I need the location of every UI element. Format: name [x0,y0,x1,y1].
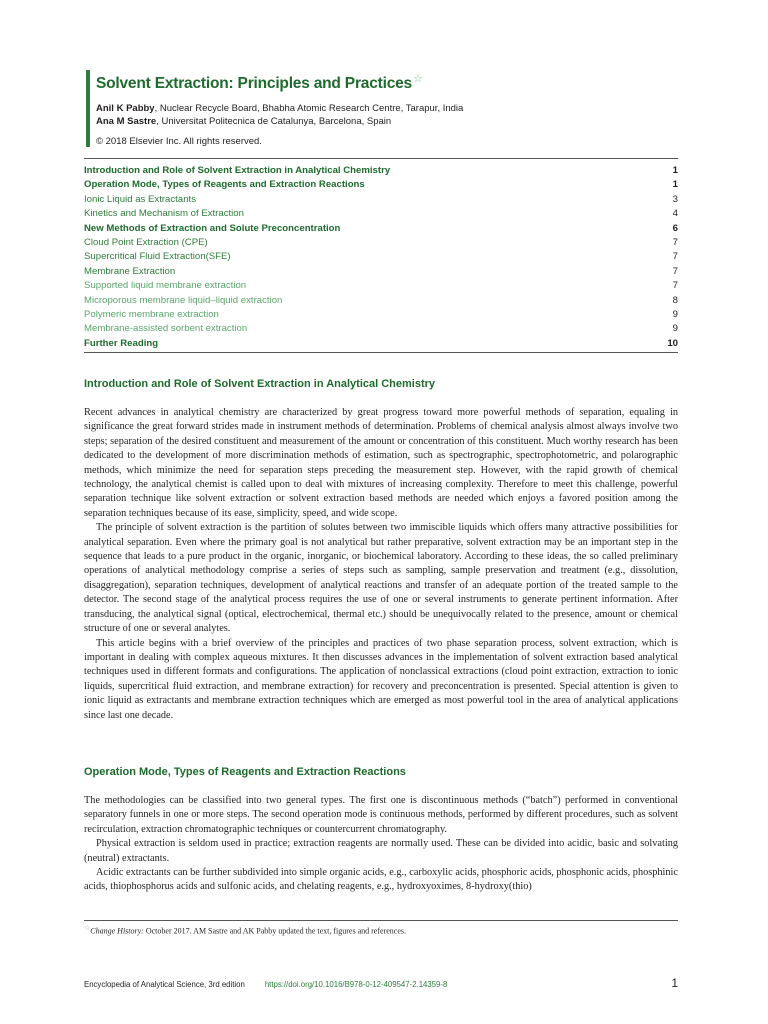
toc-entry-label[interactable]: Microporous membrane liquid–liquid extraction [84,294,283,306]
toc-entry[interactable] [84,164,678,178]
toc-entry[interactable] [84,294,678,308]
toc-entry-page: 8 [672,294,678,306]
article-header [86,70,686,147]
toc-entry[interactable] [84,193,678,207]
toc-entry-label[interactable]: Cloud Point Extraction (CPE) [84,236,208,248]
footnote-label: Change History: [90,926,144,936]
toc-entry-page: 3 [672,193,678,205]
toc-entry-label[interactable]: Supercritical Fluid Extraction(SFE) [84,251,231,263]
toc-entry[interactable] [84,178,678,192]
paragraph: The methodologies can be classified into two general types. The first one is discontinuous methods (“batch”) performed in conventional separatory funnels in one or more steps. The second operation mode is continuous methods, performed by different procedures, such as solvent recirculation, extraction chromatographic techniques or countercurrent chromatography. [84,795,678,835]
toc-entry[interactable] [84,207,678,221]
author-list [96,102,686,128]
author-affiliation: , Nuclear Recycle Board, Bhabha Atomic Research Centre, Tarapur, India [154,103,464,115]
paragraph: The principle of solvent extraction is the partition of solutes between two immiscible liquids which offers many attractive possibilities for analytical separation. Even where the primary goal is not analytical but rather preparative, solvent extraction may be an important step in the sequence that leads to a pure product in the organic, inorganic, or biochemical laboratory. According to these ideas, the so called preliminary operations of analytical methodology comprise a series of steps such as sampling, sample preservation and treatment (e.g., dissolution, disaggregation), separation techniques, development of analytical reactions and transfer of an adequate portion of the treated sample to the detector. The second stage of the analytical process requires the use of one or several instruments to generate pertinent information. After transducing, the analytical signal (optical, electrochemical, thermal etc.) should be unequivocally related to the presence, amount or chemical structure of one or several analytes. [84,522,678,635]
toc-entry-label[interactable]: Polymeric membrane extraction [84,308,219,320]
toc-entry[interactable] [84,265,678,279]
author-name: Ana M Sastre [96,116,157,128]
copyright-notice: © 2018 Elsevier Inc. All rights reserved. [96,136,262,148]
toc-entry-page: 6 [672,222,678,234]
footnote-text: October 2017. AM Sastre and AK Pabby updated the text, figures and references. [143,926,406,936]
toc-entry[interactable] [84,250,678,264]
toc-entry-label[interactable]: New Methods of Extraction and Solute Preconcentration [84,222,341,234]
section-body-introduction [84,406,678,723]
author-line [96,115,686,128]
toc-entry[interactable] [84,308,678,322]
toc-entry-label[interactable]: Membrane Extraction [84,265,176,277]
paragraph: This article begins with a brief overview of the principles and practices of two phase separation process, solvent extraction, which is important in dealing with complex aqueous mixtures. It then discusses advances in the implementation of solvent extraction based analytical techniques used in different formats and configurations. The application of nonclassical extractions (cloud point extraction, extraction to ionic liquids, supercritical fluid extraction, and membrane extraction) for recovery and preconcentration is presented. Special attention is given to ionic liquid as extractants and membrane extraction techniques which are emerged as most powerful tool in the area of analytical applications since last one decade. [84,637,678,721]
toc-entry-page: 1 [672,179,678,191]
section-body-operation-mode [84,794,678,895]
toc-entry-page: 7 [672,280,678,292]
author-affiliation: , Universitat Politecnica de Catalunya, Barcelona, Spain [156,116,392,128]
toc-entry[interactable] [84,337,678,351]
toc-entry[interactable] [84,236,678,250]
paragraph: Acidic extractants can be further subdivided into simple organic acids, e.g., carboxylic acids, phosphoric acids, phosphonic acids, phosphinic acids, thiophosphorus acids and sulfonic acids, and chelating reagents, e.g., hydroxyoximes, 8-hydroxy(thio) [84,867,678,893]
toc-entry[interactable] [84,279,678,293]
title-text: Solvent Extraction: Principles and Practices [96,75,412,93]
footnote [84,924,678,936]
footnote-mark: ☆ [84,924,91,932]
toc-entry-label[interactable]: Introduction and Role of Solvent Extraction in Analytical Chemistry [84,165,391,176]
doi-link[interactable]: https://doi.org/10.1016/B978-0-12-409547-2.14359-8 [264,980,448,989]
toc-entry[interactable] [84,322,678,336]
toc-entry-page: 7 [672,265,678,277]
section-heading-operation-mode: Operation Mode, Types of Reagents and Extraction Reactions [84,766,406,778]
toc-entry-label[interactable]: Operation Mode, Types of Reagents and Extraction Reactions [84,179,365,191]
table-of-contents [84,158,678,351]
page-footer [84,976,678,990]
toc-entry-label[interactable]: Ionic Liquid as Extractants [84,193,196,205]
toc-entry-page: 9 [672,308,678,320]
toc-entry-page: 4 [672,208,678,220]
toc-divider [84,352,678,353]
journal-name: Encyclopedia of Analytical Science, 3rd edition [84,980,245,989]
section-heading-introduction: Introduction and Role of Solvent Extraction in Analytical Chemistry [84,378,436,390]
author-name: Anil K Pabby [96,103,155,115]
change-history-mark[interactable]: ☆ [412,73,423,85]
toc-entry-page: 7 [672,236,678,248]
toc-entry[interactable] [84,222,678,236]
toc-entry-page: 9 [672,323,678,335]
toc-entry-label[interactable]: Membrane-assisted sorbent extraction [84,323,248,335]
author-line [96,102,686,115]
article-title [96,70,686,93]
page-number: 1 [671,976,678,990]
toc-entry-label[interactable]: Further Reading [84,337,159,349]
toc-entry-label[interactable]: Kinetics and Mechanism of Extraction [84,208,244,220]
toc-entry-page: 10 [667,337,678,349]
footnote-divider [84,920,678,921]
toc-entry-label[interactable]: Supported liquid membrane extraction [84,280,247,292]
toc-entry-page: 1 [672,165,678,176]
paragraph: Recent advances in analytical chemistry are characterized by great progress toward more powerful methods of separation, equaling in significance the great forward strides made in instrument methods of determination. Problems of chemical analysis almost always involve two steps; separation of the desired constituent and measurement of the amount or concentration of this constituent. Much worthy research has been dedicated to the development of more discrimination methods of estimation, such as spectrographic, spectrophotometric, and polarographic methods, which minimize the need for separation steps preceding the measurement step. However, with the rapid growth of chemical technology, the analytical chemist is called upon to deal with mixtures of increasing complexity. Therefore to meet this challenge, powerful separation technique like solvent extraction or solvent extraction based methods are needed which enjoys a favored position among the separation techniques because of its ease, simplicity, speed, and wide scope. [84,407,678,519]
toc-entry-page: 7 [672,251,678,263]
paragraph: Physical extraction is seldom used in practice; extraction reagents are normally used. These can be divided into acidic, basic and solvating (neutral) extractants. [84,838,678,864]
